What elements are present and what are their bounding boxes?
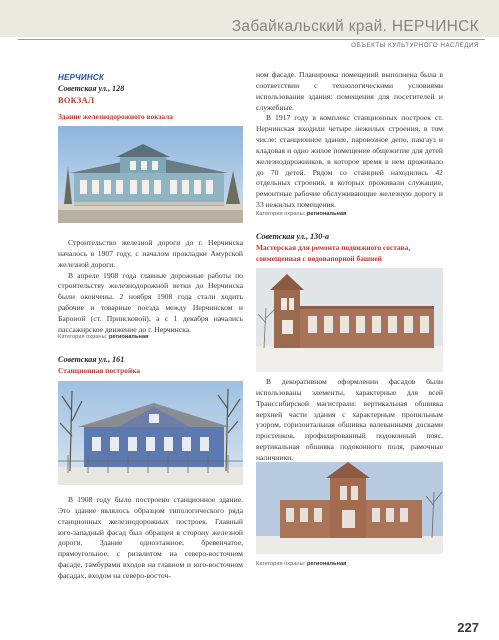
paragraph: В 1908 году было построено станционное здание. Это здание являлось образцом типологического ряда станционных железнодорожных построек. Главный юго-западный фасад был обращен в сторону железной дороги. Здание одноэтажное, бревенчатое, прямоугольное, с ризалитом на северо-восточном фасаде, тамбурами входов на главном и юго-восточном фасадах, входом на северо-восточ- (58, 495, 243, 580)
photo-station-building (58, 381, 243, 485)
header-title: Забайкальский край. НЕРЧИНСК (231, 18, 479, 35)
page-number: 227 (457, 620, 479, 635)
text-block-r1 (256, 70, 443, 211)
address-1: Советская ул., 128 (58, 84, 125, 93)
photo-station (58, 126, 243, 223)
header-rule (18, 39, 485, 40)
paragraph: В 1917 году в комплекс станционных построек ст. Нерчинская входили четыре нежилых строения, в том числе: станционное здание, паровозное депо, пакгауз и кладовая и одно жилое помещение общежитие для детей железнодорожников, в которое время в нем проживало до 70 детей. Рядом со станцией находились 42 отдельных строения, в которых проживали служащие, ремонтные рабочие обслуживающие железную дорогу и 33 нежилых помещения. (256, 113, 443, 210)
protection-category-3 (256, 561, 346, 567)
category-label: Категория охраны: (58, 334, 108, 340)
text-block-2 (58, 495, 243, 582)
category-value: региональная (306, 561, 347, 567)
caption-workshop: Мастерская для ремонта подвижного состава, совмещенная с водонапорной башней (256, 243, 411, 263)
photo-workshop (256, 268, 443, 372)
caption-station-building: Станционная постройка (58, 366, 141, 375)
category-value: региональная (108, 334, 149, 340)
caption-station: Здание железнодорожного вокзала (58, 112, 173, 121)
paragraph: ном фасаде. Планировка помещений выполнена была в соответствии с технологическими условиями использования здания: помещения для посетителей и служебные. (256, 70, 443, 112)
address-3: Советская ул., 130-а (256, 232, 330, 241)
photo-workshop-2 (256, 462, 443, 554)
category-label: Категория охраны: (256, 211, 306, 217)
object-label-station: ВОКЗАЛ (58, 96, 95, 105)
category-label: Категория охраны: (256, 561, 306, 567)
city-heading: НЕРЧИНСК (58, 73, 104, 82)
paragraph: В декоративном оформлении фасадов были использованы элементы, характерные для всей Транссибирской магистрали: вертикальная обшивка верхней части здания с характерным пропильным узором, горизонтальная обшивка валеванными досками простенков, профилированный подоконный пояс, вертикальная обшивка подоконного поля, рамочные наличники. (256, 377, 443, 462)
text-block-1 (58, 238, 243, 336)
paragraph: Строительство железной дороги до г. Нерчинска началось в 1907 году, с началом прокладки Амурской железной дороги. (58, 238, 243, 269)
category-value: региональная (306, 211, 347, 217)
paragraph: В апреле 1908 года главные дорожные работы по строительству железнодорожной ветки до Нерчинска были окончены. 2 ноября 1908 года стали ходить рабочие и товарные поезда между Нерчинском и Бароной (ст. Приисковой), а с 1 декабря начались пассажирское движение до г. Нерчинска. (58, 270, 243, 334)
text-block-r2 (256, 377, 443, 464)
protection-category-1 (58, 334, 148, 340)
header-subtitle: ОБЪЕКТЫ КУЛЬТУРНОГО НАСЛЕДИЯ (351, 42, 479, 49)
address-2: Советская ул., 161 (58, 355, 125, 364)
page-header (0, 0, 499, 50)
protection-category-2 (256, 211, 346, 217)
